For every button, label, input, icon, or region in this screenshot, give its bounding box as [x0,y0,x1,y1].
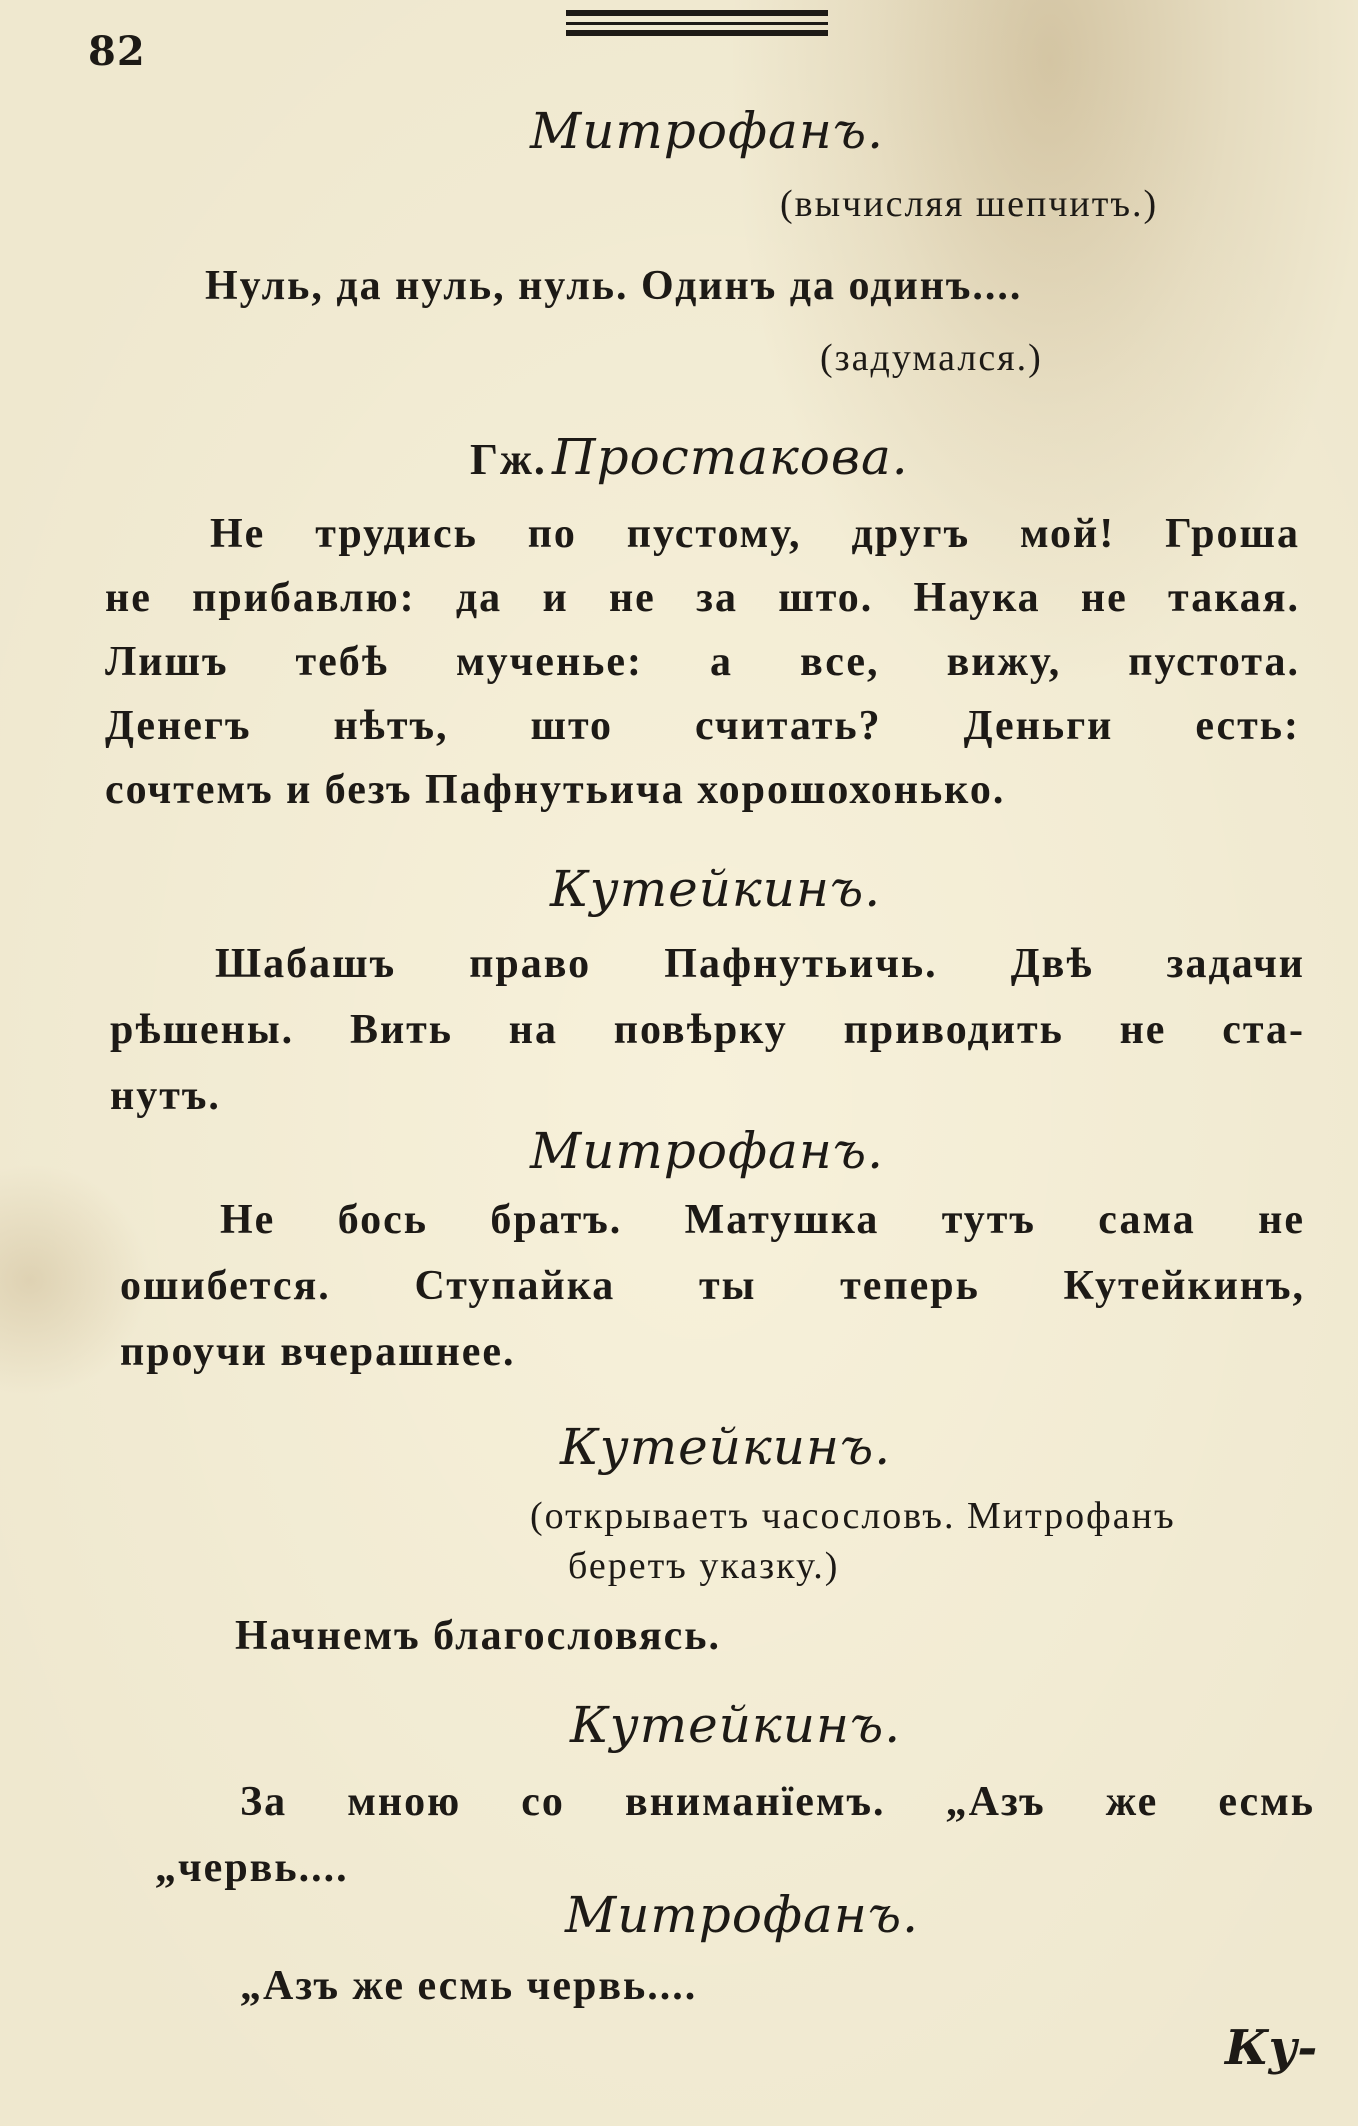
speaker-prostakova [470,428,909,486]
speaker-kuteykin-3: Кутейкинъ. [570,1696,902,1754]
rule-bar-thick-bottom [566,30,828,36]
dialogue-mitrofan-2-line-3: проучи вчерашнее. [120,1329,516,1375]
rule-bar-thin [566,22,828,25]
dialogue-mitrofan-2-line-1: Не бось братъ. Матушка тутъ сама не [220,1197,1305,1243]
dialogue-mitrofan-3: Начнемъ благословясь. [235,1613,722,1659]
catchword: Ку- [1225,2020,1318,2076]
stage-direction-3-line-1: (открываетъ часословъ. Митрофанъ [530,1495,1176,1537]
dialogue-kuteykin-line-1: Шабашъ право Пафнутьичь. Двѣ задачи [215,941,1305,987]
dialogue-kuteykin-3-line-2: „червь.... [155,1845,349,1891]
dialogue-mitrofan-2-line-2: ошибется. Ступайка ты теперь Кутейкинъ, [120,1263,1305,1309]
dialogue-mitrofan-4: „Азъ же есмь червь.... [240,1963,698,2009]
page-number: 82 [88,28,146,75]
speaker-mitrofan-4: Митрофанъ. [565,1886,920,1944]
stage-direction-3-line-2: беретъ указку.) [568,1545,840,1587]
speaker-prefix: Гж. [470,435,547,484]
dialogue-prostakova-line-5: сочтемъ и безъ Пафнутьича хорошохонько. [105,767,1006,813]
dialogue-kuteykin-3-line-1: За мною со вниманїемъ. „Азъ же есмь [240,1779,1315,1825]
dialogue-prostakova-line-1: Не трудись по пустому, другъ мой! Гроша [210,511,1300,557]
stage-direction-2: (задумался.) [820,337,1043,379]
speaker-kuteykin-2: Кутейкинъ. [560,1418,892,1476]
dialogue-prostakova-line-3: Лишъ тебѣ мученье: а все, вижу, пустота. [105,639,1300,685]
rule-bar-thick-top [566,10,828,16]
speaker-name: Простакова. [552,428,909,486]
speaker-kuteykin-1: Кутейкинъ. [550,860,882,918]
dialogue-mitrofan-1: Нуль, да нуль, нуль. Одинъ да одинъ.... [205,263,1023,309]
ornamental-rule [566,6,828,38]
speaker-mitrofan-2: Митрофанъ. [530,1122,885,1180]
dialogue-prostakova-line-2: не прибавлю: да и не за што. Наука не такая. [105,575,1300,621]
speaker-mitrofan-1: Митрофанъ. [530,102,885,160]
dialogue-kuteykin-line-3: нутъ. [110,1073,221,1119]
dialogue-prostakova-line-4: Денегъ нѣтъ, што считать? Деньги есть: [105,703,1300,749]
stage-direction-1: (вычисляя шепчитъ.) [780,183,1159,225]
dialogue-kuteykin-line-2: рѣшены. Вить на повѣрку приводить не ста- [110,1007,1305,1053]
